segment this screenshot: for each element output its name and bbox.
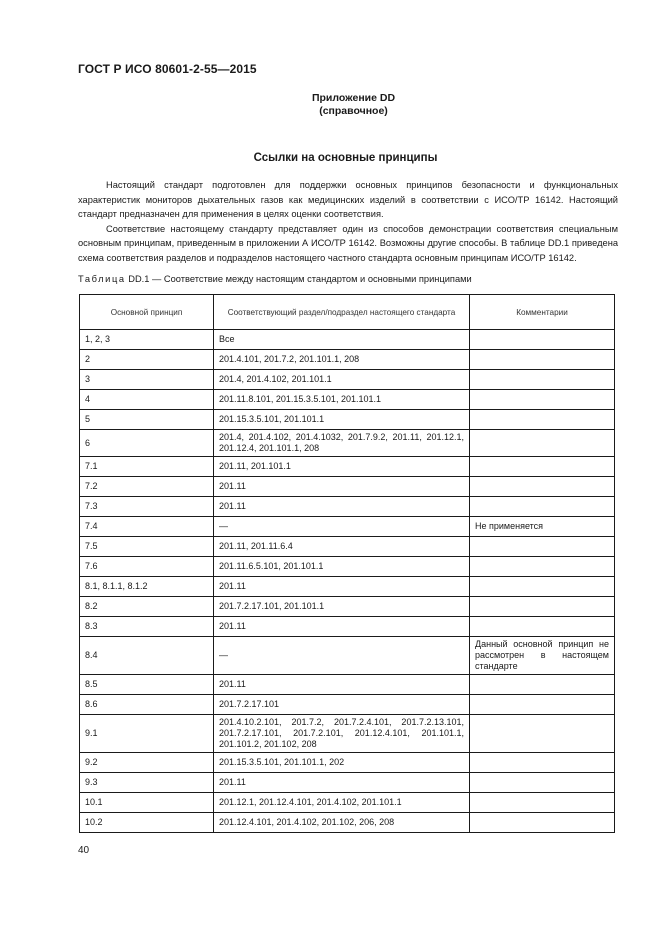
cell-comment [470,617,615,637]
column-header-comments: Комментарии [470,295,615,330]
cell-section: 201.12.4.101, 201.4.102, 201.102, 206, 208 [214,813,470,833]
correspondence-table [79,294,615,833]
cell-principle: 7.5 [80,537,214,557]
cell-principle: 8.2 [80,597,214,617]
table-row [80,497,615,517]
table-row [80,753,615,773]
section-title: Ссылки на основные принципы [253,152,438,164]
cell-section: 201.4.101, 201.7.2, 201.101.1, 208 [214,350,470,370]
cell-comment: Не применяется [470,517,615,537]
cell-comment [470,577,615,597]
table-caption-text: DD.1 — Соответствие между настоящим стандартом и основными принципами [125,274,472,284]
cell-principle: 9.3 [80,773,214,793]
cell-principle: 7.3 [80,497,214,517]
table-row [80,715,615,753]
table-row [80,675,615,695]
cell-comment [470,813,615,833]
table-row [80,637,615,675]
cell-principle: 7.4 [80,517,214,537]
cell-principle: 8.4 [80,637,214,675]
cell-comment [470,410,615,430]
cell-principle: 7.6 [80,557,214,577]
cell-comment [470,537,615,557]
paragraph: Настоящий стандарт подготовлен для поддержки основных принципов безопасности и функциональных характеристик мониторов дыхательных газов как медицинских изделий в соответствии с ИСО/ТР 16142. Настоящий стандарт предназначен для применения в целях оценки соответствия. [78,180,618,219]
table-row [80,617,615,637]
cell-section: 201.4, 201.4.102, 201.4.1032, 201.7.9.2, 201.11, 201.12.1, 201.12.4, 201.101.1, 208 [214,430,470,457]
cell-principle: 9.2 [80,753,214,773]
cell-section: 201.11 [214,477,470,497]
cell-section: 201.11 [214,497,470,517]
cell-comment [470,457,615,477]
cell-section: 201.11.8.101, 201.15.3.5.101, 201.101.1 [214,390,470,410]
cell-principle: 9.1 [80,715,214,753]
cell-section: 201.7.2.17.101 [214,695,470,715]
cell-section: 201.11, 201.11.6.4 [214,537,470,557]
table-header-row [80,295,615,330]
table-row [80,430,615,457]
cell-principle: 3 [80,370,214,390]
cell-principle: 1, 2, 3 [80,330,214,350]
cell-section: Все [214,330,470,350]
appendix-subtitle: (справочное) [319,105,388,117]
cell-section: 201.11 [214,675,470,695]
table-row [80,517,615,537]
cell-section: 201.11 [214,577,470,597]
cell-section: 201.11 [214,617,470,637]
cell-section: 201.15.3.5.101, 201.101.1, 202 [214,753,470,773]
cell-section: 201.4.10.2.101, 201.7.2, 201.7.2.4.101, 201.7.2.13.101, 201.7.2.17.101, 201.7.2.101, 201.12.4.101, 201.101.1, 201.101.2, 201.102, 208 [214,715,470,753]
cell-section: 201.4, 201.4.102, 201.101.1 [214,370,470,390]
cell-section: 201.11 [214,773,470,793]
cell-principle: 8.3 [80,617,214,637]
cell-principle: 6 [80,430,214,457]
cell-comment [470,370,615,390]
cell-section: 201.11.6.5.101, 201.101.1 [214,557,470,577]
table-row [80,773,615,793]
cell-section: — [214,517,470,537]
cell-section: 201.11, 201.101.1 [214,457,470,477]
cell-comment [470,557,615,577]
cell-section: 201.15.3.5.101, 201.101.1 [214,410,470,430]
cell-comment [470,753,615,773]
table-row [80,410,615,430]
cell-comment [470,675,615,695]
appendix-heading [0,92,661,118]
paragraph: Соответствие настоящему стандарту представляет один из способов демонстрации соответствия специальным основным принципам, приведенным в приложении А ИСО/ТР 16142. Возможны другие способы. В таблице DD.1 приведена схема соответствия разделов и подразделов настоящего частного стандарта основным принципам ИСО/ТР 16142. [78,223,618,263]
body-text [78,178,618,265]
table-row [80,370,615,390]
cell-comment [470,695,615,715]
cell-principle: 10.2 [80,813,214,833]
table-caption-prefix: Таблица [78,274,126,284]
table-body [80,330,615,833]
cell-principle: 10.1 [80,793,214,813]
cell-comment [470,390,615,410]
cell-principle: 4 [80,390,214,410]
table-row [80,813,615,833]
appendix-title: Приложение DD [311,92,396,104]
cell-principle: 5 [80,410,214,430]
table-row [80,477,615,497]
cell-principle: 7.2 [80,477,214,497]
table-row [80,577,615,597]
cell-comment [470,330,615,350]
cell-comment [470,715,615,753]
table-row [80,330,615,350]
table-row [80,390,615,410]
cell-principle: 8.5 [80,675,214,695]
cell-comment [470,793,615,813]
cell-comment [470,430,615,457]
table-row [80,793,615,813]
table-row [80,557,615,577]
cell-principle: 8.1, 8.1.1, 8.1.2 [80,577,214,597]
cell-comment: Данный основной принцип не рассмотрен в настоящем стандарте [470,637,615,675]
cell-section: 201.12.1, 201.12.4.101, 201.4.102, 201.101.1 [214,793,470,813]
cell-comment [470,497,615,517]
column-header-principle: Основной принцип [80,295,214,330]
table-row [80,350,615,370]
page-number: 40 [78,845,90,856]
cell-section: 201.7.2.17.101, 201.101.1 [214,597,470,617]
cell-section: — [214,637,470,675]
document-header: ГОСТ Р ИСО 80601-2-55—2015 [78,62,257,76]
table-row [80,537,615,557]
cell-principle: 8.6 [80,695,214,715]
column-header-section: Соответствующий раздел/подраздел настоящего стандарта [214,295,470,330]
cell-comment [470,597,615,617]
cell-comment [470,773,615,793]
cell-principle: 7.1 [80,457,214,477]
table-row [80,597,615,617]
table-row [80,695,615,715]
cell-comment [470,350,615,370]
table-caption [78,274,472,284]
cell-principle: 2 [80,350,214,370]
cell-comment [470,477,615,497]
table-row [80,457,615,477]
